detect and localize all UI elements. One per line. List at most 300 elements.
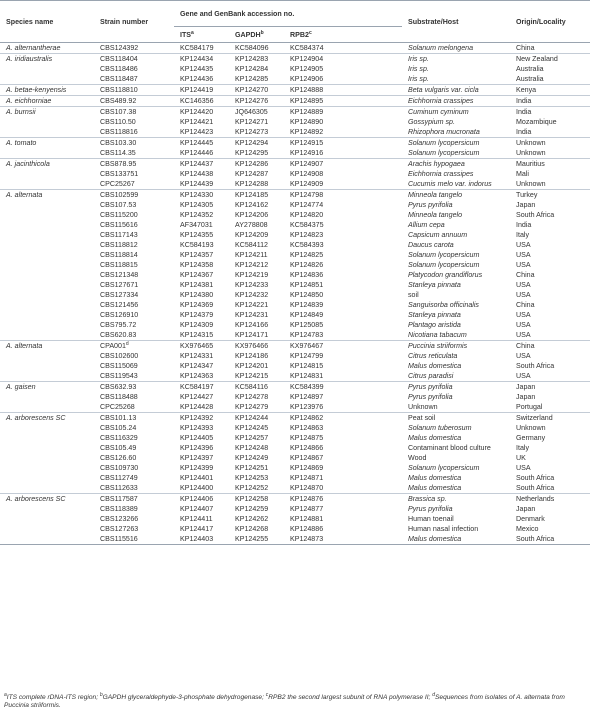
strain-cell: CBS105.24 <box>100 424 137 432</box>
host-cell: Cucumis melo var. indorus <box>408 180 492 188</box>
origin-cell: Japan <box>516 201 536 209</box>
origin-cell: South Africa <box>510 534 590 545</box>
table-row <box>0 483 590 494</box>
species-cell <box>0 443 94 453</box>
strain-cell: CBS632.93 <box>94 382 174 393</box>
its-cell: KP124400 <box>180 484 214 492</box>
species-cell <box>0 320 94 330</box>
origin-cell: India <box>516 221 532 229</box>
table-row <box>0 169 590 179</box>
species-cell <box>0 423 94 433</box>
origin-cell: Unknown <box>516 180 546 188</box>
origin-cell: USA <box>516 331 531 339</box>
its-cell: KP124407 <box>180 505 214 513</box>
its-cell: KP124397 <box>180 454 214 462</box>
gapdh-cell: KP124268 <box>235 525 269 533</box>
table-row <box>0 341 590 352</box>
gapdh-cell: KC584112 <box>235 241 268 249</box>
species-cell <box>0 210 94 220</box>
its-cell: KP124369 <box>180 301 214 309</box>
origin-cell: New Zealand <box>510 54 590 65</box>
table-row <box>0 107 590 118</box>
gapdh-cell: KP124171 <box>235 331 269 339</box>
its-cell: KP124420 <box>174 107 229 118</box>
rpb2-cell: KC584374 <box>290 44 324 52</box>
rpb2-cell: KP124849 <box>290 311 324 319</box>
strain-cell: CBS117143 <box>100 231 138 239</box>
table-row <box>0 148 590 159</box>
strain-cell: CBS127334 <box>100 291 139 299</box>
table-row <box>0 290 590 300</box>
strain-cell: CBS115516 <box>94 534 174 545</box>
origin-cell: Netherlands <box>510 494 590 505</box>
header-gene-group: Gene and GenBank accession no. <box>174 1 402 27</box>
species-cell <box>0 392 94 402</box>
strain-cell: CBS112749 <box>100 474 138 482</box>
host-cell: soil <box>408 291 419 299</box>
its-cell: KP124406 <box>174 494 229 505</box>
table-body <box>0 43 590 545</box>
origin-cell: India <box>510 107 590 118</box>
host-cell: Nicotiana tabacum <box>408 331 467 339</box>
gapdh-cell: KP124253 <box>235 474 269 482</box>
its-cell: KP124428 <box>180 403 214 411</box>
host-cell: Stanleya pinnata <box>408 311 461 319</box>
table-row <box>0 443 590 453</box>
rpb2-cell: KC584375 <box>290 221 324 229</box>
strain-cell: CBS115069 <box>100 362 138 370</box>
table-row <box>0 280 590 290</box>
origin-cell: Japan <box>516 393 536 401</box>
species-cell <box>0 371 94 382</box>
its-cell: KP124352 <box>180 211 214 219</box>
strain-cell: CBS107.53 <box>100 201 137 209</box>
origin-cell: Italy <box>516 231 530 239</box>
origin-cell: Japan <box>516 505 536 513</box>
strain-cell: CBS118486 <box>100 65 138 73</box>
table-row <box>0 371 590 382</box>
rpb2-cell: KP124890 <box>290 118 324 126</box>
its-cell: KP124363 <box>180 372 214 380</box>
table-row <box>0 220 590 230</box>
host-cell: Solanum lycopersicum <box>408 464 480 472</box>
strain-cell: CBS878.95 <box>94 159 174 170</box>
header-origin: Origin/Locality <box>516 17 566 26</box>
rpb2-cell: KP124916 <box>290 149 324 157</box>
gapdh-cell: KP124255 <box>229 534 284 545</box>
gapdh-cell: KP124262 <box>235 515 269 523</box>
its-cell: KP124423 <box>180 128 214 136</box>
its-cell: KP124330 <box>174 190 229 201</box>
origin-cell: India <box>516 128 532 136</box>
strain-cell: CBS118404 <box>94 54 174 65</box>
host-cell: Allium cepa <box>408 221 445 229</box>
its-cell: KP124405 <box>180 434 214 442</box>
table-row <box>0 240 590 250</box>
species-cell <box>0 433 94 443</box>
host-cell: Wood <box>408 454 427 462</box>
species-cell: A. tomato <box>0 138 94 149</box>
host-cell: Pyrus pyrifolia <box>402 382 510 393</box>
origin-cell: Turkey <box>510 190 590 201</box>
footnote-c: RPB2 the second largest subunit of RNA polymerase II; <box>268 694 433 701</box>
its-cell: KP124417 <box>180 525 214 533</box>
rpb2-cell: KP124907 <box>284 159 402 170</box>
table-row <box>0 361 590 371</box>
host-cell: Iris sp. <box>408 65 429 73</box>
gapdh-cell: KP124231 <box>235 311 269 319</box>
species-cell <box>0 280 94 290</box>
gapdh-cell: KP124245 <box>235 424 269 432</box>
gapdh-cell: KP124201 <box>235 362 269 370</box>
table-footnotes: $^a$ITS complete rDNA-ITS region; $^b$GAPDH glyceraldephyde-3-phosphate dehydrogenase; $^c$RPB2 the second largest subunit of RNA polymerase II; $^d$Sequences from isolates of A. alternata from Puccinia striiformis. <box>4 692 565 710</box>
its-cell: KP124437 <box>174 159 229 170</box>
its-cell: KP124379 <box>180 311 214 319</box>
gapdh-cell: KP124271 <box>235 118 269 126</box>
table-row <box>0 230 590 240</box>
host-cell: Citrus reticulata <box>408 352 458 360</box>
table-row <box>0 504 590 514</box>
gapdh-cell: KP124209 <box>235 231 269 239</box>
origin-cell: Australia <box>516 65 544 73</box>
origin-cell: Unknown <box>510 138 590 149</box>
species-cell: A. alternantherae <box>6 44 61 52</box>
species-cell: A. eichhorniae <box>0 96 94 107</box>
origin-cell: South Africa <box>516 211 555 219</box>
strain-cell: CBS112633 <box>100 484 138 492</box>
origin-cell: China <box>516 44 535 52</box>
gapdh-cell: KX976466 <box>229 341 284 352</box>
origin-cell: UK <box>516 454 526 462</box>
origin-cell: Unknown <box>516 149 546 157</box>
gapdh-cell: KP124251 <box>235 464 269 472</box>
origin-cell: USA <box>516 251 531 259</box>
origin-cell: South Africa <box>516 362 555 370</box>
species-cell <box>0 351 94 361</box>
host-cell: Capsicum annuum <box>408 231 468 239</box>
gapdh-cell: KP124259 <box>235 505 269 513</box>
gapdh-cell: KP124276 <box>229 96 284 107</box>
rpb2-cell: KC584399 <box>284 382 402 393</box>
rpb2-cell: KP123976 <box>290 403 324 411</box>
gapdh-cell: JQ646305 <box>229 107 284 118</box>
rpb2-cell: KP124823 <box>290 231 324 239</box>
rpb2-cell: KP124881 <box>290 515 324 523</box>
table-row <box>0 64 590 74</box>
rpb2-cell: KP124836 <box>290 271 324 279</box>
its-cell: KC584197 <box>174 382 229 393</box>
species-cell <box>0 64 94 74</box>
table-row <box>0 117 590 127</box>
table-row <box>0 190 590 201</box>
host-cell: Brassica sp. <box>402 494 510 505</box>
table-row <box>0 473 590 483</box>
strain-cell: CBS117587 <box>94 494 174 505</box>
strain-cell: CBS133751 <box>100 170 139 178</box>
origin-cell: China <box>516 301 535 309</box>
strain-cell: CBS103.30 <box>94 138 174 149</box>
host-cell: Platycodon grandiflorus <box>408 271 483 279</box>
rpb2-cell: KP124904 <box>284 54 402 65</box>
strain-cell: CBS115616 <box>100 221 138 229</box>
rpb2-cell: KC584393 <box>290 241 324 249</box>
origin-cell: India <box>510 96 590 107</box>
species-cell <box>0 200 94 210</box>
strain-cell: CBS116329 <box>100 434 138 442</box>
species-cell <box>0 179 94 190</box>
host-cell: Stanleya pinnata <box>408 281 461 289</box>
species-cell <box>0 310 94 320</box>
strain-cell: CBS119543 <box>100 372 138 380</box>
table-row <box>0 402 590 413</box>
rpb2-cell: KP124873 <box>284 534 402 545</box>
table-row <box>0 138 590 149</box>
its-cell: KP124380 <box>180 291 214 299</box>
rpb2-cell: KP124877 <box>290 505 324 513</box>
rpb2-cell: KP124866 <box>290 444 324 452</box>
strain-cell: CBS114.35 <box>100 149 136 157</box>
table-row <box>0 85 590 96</box>
its-cell: KP124434 <box>174 54 229 65</box>
species-cell <box>0 483 94 494</box>
rpb2-cell: KP124831 <box>290 372 324 380</box>
species-cell: A. alternata <box>0 341 94 352</box>
species-cell: A. betae-kenyensis <box>0 85 94 96</box>
strain-cell: CBS127263 <box>100 525 139 533</box>
origin-cell: China <box>510 341 590 352</box>
host-cell: Arachis hypogaea <box>402 159 510 170</box>
its-cell: KP124358 <box>180 261 214 269</box>
table-row <box>0 43 590 54</box>
strain-cell: CBS126910 <box>100 311 139 319</box>
rpb2-cell: KP124815 <box>290 362 324 370</box>
species-cell: A. alternata <box>0 190 94 201</box>
rpb2-cell: KP124888 <box>284 85 402 96</box>
table-row <box>0 534 590 545</box>
species-cell <box>0 260 94 270</box>
its-cell: KP124438 <box>180 170 214 178</box>
table-row <box>0 54 590 65</box>
origin-cell: Australia <box>516 75 544 83</box>
host-cell: Malus domestica <box>408 484 462 492</box>
strain-cell: CBS118488 <box>100 393 138 401</box>
strain-cell: CBS102599 <box>94 190 174 201</box>
strain-cell: CBS118389 <box>100 505 138 513</box>
table-row <box>0 392 590 402</box>
strain-cell: CBS126.60 <box>100 454 137 462</box>
rpb2-cell: KP124892 <box>290 128 324 136</box>
host-cell: Iris sp. <box>408 75 429 83</box>
table-row <box>0 310 590 320</box>
host-cell: Malus domestica <box>408 434 462 442</box>
rpb2-cell: KP124799 <box>290 352 324 360</box>
species-cell <box>0 524 94 534</box>
host-cell: Malus domestica <box>402 534 510 545</box>
table-row <box>0 159 590 170</box>
its-cell: KP124357 <box>180 251 214 259</box>
gapdh-cell: KC584116 <box>229 382 284 393</box>
gapdh-cell: KP124162 <box>235 201 269 209</box>
host-cell: Eichhornia crassipes <box>408 170 474 178</box>
table-row <box>0 433 590 443</box>
host-cell: Puccinia striiformis <box>402 341 510 352</box>
gapdh-cell: KP124244 <box>229 413 284 424</box>
host-cell: Solanum tuberosum <box>408 424 472 432</box>
host-cell: Human nasal infection <box>408 525 479 533</box>
species-cell <box>0 453 94 463</box>
table-row <box>0 351 590 361</box>
host-cell: Solanum melongena <box>408 44 474 52</box>
header-species: Species name <box>6 17 54 26</box>
footnote-a: ITS complete rDNA-ITS region; <box>6 694 100 701</box>
rpb2-cell: KP124897 <box>290 393 324 401</box>
gapdh-cell: KP124206 <box>235 211 269 219</box>
rpb2-cell: KP124783 <box>290 331 324 339</box>
host-cell: Minneola tangelo <box>402 190 510 201</box>
gapdh-cell: KP124185 <box>229 190 284 201</box>
origin-cell: USA <box>516 281 531 289</box>
strain-cell: CBS121456 <box>100 301 139 309</box>
table-row <box>0 179 590 190</box>
host-cell: Eichhornia crassipes <box>402 96 510 107</box>
table-row <box>0 423 590 433</box>
host-cell: Gossypium sp. <box>408 118 455 126</box>
rpb2-cell: KP124826 <box>290 261 324 269</box>
its-cell: KP124347 <box>180 362 214 370</box>
species-cell <box>0 230 94 240</box>
its-cell: KP124367 <box>180 271 214 279</box>
its-cell: AF347031 <box>180 221 213 229</box>
table-row <box>0 74 590 85</box>
gapdh-cell: KP124186 <box>235 352 269 360</box>
table-row <box>0 413 590 424</box>
host-cell: Pyrus pyrifolia <box>408 505 453 513</box>
host-cell: Minneola tangelo <box>408 211 463 219</box>
gapdh-cell: KP124258 <box>229 494 284 505</box>
its-cell: KC584179 <box>180 44 214 52</box>
rpb2-cell: KX976467 <box>284 341 402 352</box>
table-row <box>0 260 590 270</box>
gapdh-cell: KP124248 <box>235 444 269 452</box>
origin-cell: Germany <box>516 434 546 442</box>
rpb2-cell: KP124862 <box>284 413 402 424</box>
host-cell: Malus domestica <box>408 362 462 370</box>
rpb2-cell: KP124871 <box>290 474 324 482</box>
its-cell: KP124392 <box>174 413 229 424</box>
rpb2-cell: KP124839 <box>290 301 324 309</box>
species-cell <box>0 169 94 179</box>
header-strain: Strain number <box>100 17 149 26</box>
strain-cell: CPA001$^d$ <box>94 341 174 352</box>
origin-cell: Portugal <box>516 403 543 411</box>
gapdh-cell: AY278808 <box>235 221 268 229</box>
header-rpb2: RPB2$^c$ <box>290 29 312 39</box>
its-cell: KP124419 <box>174 85 229 96</box>
origin-cell: Mauritius <box>510 159 590 170</box>
header-substrate: Substrate/Host <box>408 17 459 26</box>
its-cell: KP124411 <box>180 515 213 523</box>
strain-cell: CBS489.92 <box>94 96 174 107</box>
table-row <box>0 382 590 393</box>
table-row <box>0 320 590 330</box>
footnote-d: Sequences from isolates of A. alternata from Puccinia striiformis. <box>4 694 565 710</box>
gapdh-cell: KP124295 <box>235 149 269 157</box>
rpb2-cell: KP124908 <box>290 170 324 178</box>
rpb2-cell: KP125085 <box>290 321 324 329</box>
gapdh-cell: KP124212 <box>235 261 269 269</box>
rpb2-cell: KP124798 <box>284 190 402 201</box>
gapdh-cell: KP124287 <box>235 170 269 178</box>
origin-cell: USA <box>516 464 531 472</box>
rpb2-cell: KP124774 <box>290 201 324 209</box>
host-cell: Malus domestica <box>408 474 462 482</box>
its-cell: KP124393 <box>180 424 214 432</box>
origin-cell: Kenya <box>510 85 590 96</box>
host-cell: Solanum lycopersicum <box>402 138 510 149</box>
its-cell: KP124439 <box>180 180 214 188</box>
gapdh-cell: KP124249 <box>235 454 269 462</box>
table-row <box>0 524 590 534</box>
strain-cell: CBS123266 <box>100 515 139 523</box>
host-cell: Human toenail <box>408 515 454 523</box>
origin-cell: USA <box>516 291 531 299</box>
gapdh-cell: KP124252 <box>235 484 269 492</box>
gapdh-cell: KC584096 <box>235 44 269 52</box>
species-cell <box>0 534 94 545</box>
strain-cell: CBS101.13 <box>94 413 174 424</box>
table-row <box>0 463 590 473</box>
origin-cell: USA <box>516 241 531 249</box>
header-gapdh: GAPDH$^b$ <box>235 29 264 39</box>
table-header <box>0 1 590 43</box>
origin-cell: Switzerland <box>510 413 590 424</box>
host-cell: Solanum lycopersicum <box>408 149 480 157</box>
origin-cell: Denmark <box>516 515 545 523</box>
host-cell: Citrus paradisi <box>408 372 454 380</box>
its-cell: KP124309 <box>180 321 214 329</box>
gapdh-cell: KP124283 <box>229 54 284 65</box>
species-cell <box>0 270 94 280</box>
species-cell: A. jacinthicola <box>0 159 94 170</box>
gapdh-cell: KP124221 <box>235 301 269 309</box>
species-cell: A. burnsii <box>0 107 94 118</box>
species-cell <box>0 74 94 85</box>
rpb2-cell: KP124889 <box>284 107 402 118</box>
strain-cell: CBS620.83 <box>100 331 137 339</box>
strain-cell: CBS107.38 <box>94 107 174 118</box>
table-row <box>0 200 590 210</box>
host-cell: Cuminum cyminum <box>402 107 510 118</box>
species-cell <box>0 220 94 230</box>
strain-cell: CBS115200 <box>100 211 138 219</box>
its-cell: KX976465 <box>174 341 229 352</box>
its-cell: KP124315 <box>180 331 214 339</box>
gapdh-cell: KP124233 <box>235 281 269 289</box>
host-cell: Plantago aristida <box>408 321 461 329</box>
its-cell: KP124436 <box>180 75 214 83</box>
origin-cell: Mali <box>516 170 530 178</box>
host-cell: Peat soil <box>402 413 510 424</box>
gapdh-cell: KP124294 <box>229 138 284 149</box>
species-cell <box>0 300 94 310</box>
strain-cell: CBS105.49 <box>100 444 137 452</box>
origin-cell: Japan <box>510 382 590 393</box>
strain-cell: CBS118815 <box>100 261 138 269</box>
its-cell: KP124399 <box>180 464 214 472</box>
rpb2-cell: KP124850 <box>290 291 324 299</box>
rpb2-cell: KP124886 <box>290 525 324 533</box>
table-row <box>0 514 590 524</box>
